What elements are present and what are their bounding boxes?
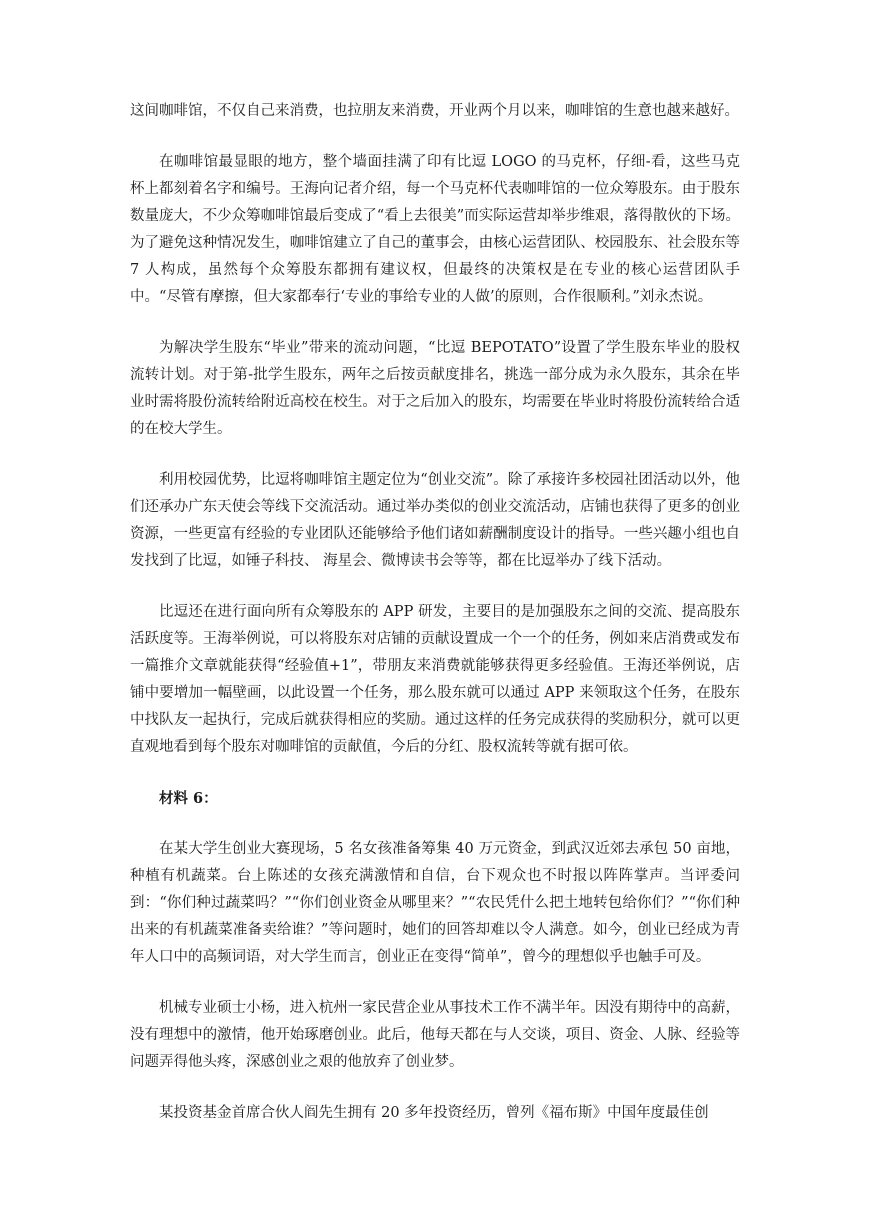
paragraph-equity-transfer: 为解决学生股东“毕业”带来的流动问题，“比逗 BEPOTATO”设置了学生股东毕业的股权流转计划。对于第-批学生股东，两年之后按贡献度排名，挑选一部分成为永久股东，其余在毕业时需将股份流转给附近高校在校生。对于之后加入的股东，均需要在毕业时将股份流转给合适的在校大学生。: [130, 340, 740, 437]
paragraph-app-development: 比逗还在进行面向所有众筹股东的 APP 研发，主要目的是加强股东之间的交流、提高股东活跃度等。王海举例说，可以将股东对店铺的贡献设置成一个一个的任务，例如来店消费或发布一篇推介文章就能获得“经验值+1”，带朋友来消费就能够获得更多经验值。王海还举例说，店铺中要增加一幅壁画，以此设置一个任务，那么股东就可以通过 APP 来领取这个任务，在股东中找队友一起执行，完成后就获得相应的奖励。通过这样的任务完成获得的奖励积分，就可以更直观地看到每个股东对咖啡馆的贡献值，今后的分红、股权流转等就有据可依。: [130, 604, 740, 755]
document-page: [130, 98, 740, 1127]
section-heading-material-6: 材料 6：: [159, 790, 218, 807]
paragraph-mug-wall: 在咖啡馆最显眼的地方，整个墙面挂满了印有比逗 LOGO 的马克杯，仔细-看，这些马克杯上都刻着名字和编号。王海向记者介绍，每一个马克杯代表咖啡馆的一位众筹股东。由于股东数量庞大，不少众筹咖啡馆最后变成了“看上去很美”而实际运营却举步维艰，落得散伙的下场。为了避免这种情况发生，咖啡馆建立了自己的董事会，由核心运营团队、校园股东、社会股东等 7 人构成，虽然每个众筹股东都拥有建议权，但最终的决策权是在专业的核心运营团队手中。“尽管有摩擦，但大家都奉行‘专业的事给专业的人做’的原则，合作很顺利。”刘永杰说。: [130, 154, 740, 305]
paragraph-xiao-yang: 机械专业硕士小杨，进入杭州一家民营企业从事技术工作不满半年。因没有期待中的高薪，没有理想中的激情，他开始琢磨创业。此后，他每天都在与人交谈，项目、资金、人脉、经验等问题弄得他头疼，深感创业之艰的他放弃了创业梦。: [130, 1000, 740, 1070]
paragraph-startup-exchange: 利用校园优势，比逗将咖啡馆主题定位为“创业交流”。除了承接许多校园社团活动以外，他们还承办广东天使会等线下交流活动。通过举办类似的创业交流活动，店铺也获得了更多的创业资源，一些更富有经验的专业团队还能够给予他们诸如薪酬制度设计的指导。一些兴趣小组也自发找到了比逗，如锤子科技、 海星会、微博读书会等等，都在比逗举办了线下活动。: [130, 472, 740, 569]
paragraph-continuation: 这间咖啡馆，不仅自己来消费，也拉朋友来消费，开业两个月以来，咖啡馆的生意也越来越好。: [130, 103, 739, 119]
paragraph-competition: 在某大学生创业大赛现场，5 名女孩准备筹集 40 万元资金，到武汉近郊去承包 50 亩地，种植有机蔬菜。台上陈述的女孩充满激情和自信，台下观众也不时报以阵阵掌声。当评委问到：“你们种过蔬菜吗？”“你们创业资金从哪里来？”“农民凭什么把土地转包给你们？”“你们种出来的有机蔬菜准备卖给谁？”等问题时，她们的回答却难以令人满意。如今，创业已经成为青年人口中的高频词语，对大学生而言，创业正在变得“简单”，曾今的理想似乎也触手可及。: [130, 841, 740, 965]
paragraph-investor: 某投资基金首席合伙人阎先生拥有 20 多年投资经历，曾列《福布斯》中国年度最佳创: [159, 1105, 709, 1121]
